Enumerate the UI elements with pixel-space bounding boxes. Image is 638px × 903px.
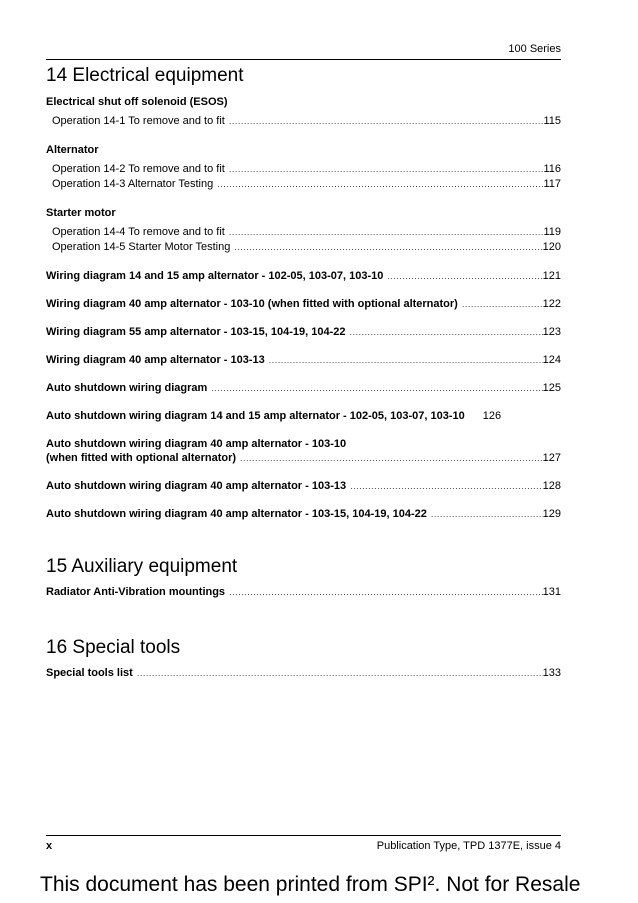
toc-entry[interactable] — [46, 381, 561, 395]
toc-entry[interactable] — [46, 225, 561, 240]
entry-label: Auto shutdown wiring diagram 40 amp alternator - 103-13 — [46, 480, 347, 492]
dot-leader — [346, 479, 543, 493]
entry-label: Wiring diagram 40 amp alternator - 103-13 — [46, 354, 265, 366]
entry-label: Operation 14-4 To remove and to fit — [52, 226, 225, 238]
entry-label: Special tools list — [46, 667, 133, 679]
publication-info: Publication Type, TPD 1377E, issue 4 — [376, 840, 561, 852]
entry-page: 124 — [542, 354, 561, 366]
dot-leader — [345, 325, 542, 339]
chapter-15-title: 15 Auxiliary equipment — [46, 556, 238, 577]
section-heading-starter: Starter motor — [46, 207, 116, 219]
dot-leader — [230, 240, 542, 255]
toc-entry[interactable] — [46, 162, 561, 177]
table-of-contents — [46, 64, 561, 680]
entry-page: 133 — [542, 667, 561, 679]
entry-label: Wiring diagram 14 and 15 amp alternator - 102-05, 103-07, 103-10 — [46, 270, 384, 282]
dot-leader — [213, 177, 543, 192]
entry-label: Operation 14-1 To remove and to fit — [52, 115, 225, 127]
entry-page: 117 — [543, 178, 561, 190]
entry-label: Auto shutdown wiring diagram 14 and 15 amp alternator - 102-05, 103-07, 103-10 — [46, 410, 465, 422]
dot-leader — [225, 585, 543, 599]
dot-leader — [225, 114, 544, 129]
entry-label: (when fitted with optional alternator) — [46, 452, 237, 464]
page-number: x — [46, 840, 53, 852]
toc-entry[interactable] — [46, 479, 561, 493]
dot-leader — [207, 381, 542, 395]
header-rule — [46, 59, 561, 60]
toc-entry[interactable] — [46, 666, 561, 680]
entry-label: Operation 14-5 Starter Motor Testing — [52, 241, 231, 253]
toc-entry[interactable] — [46, 585, 561, 599]
entry-label: Auto shutdown wiring diagram — [46, 382, 208, 394]
toc-entry[interactable] — [46, 325, 561, 339]
toc-entry[interactable] — [46, 297, 561, 311]
entry-page: 127 — [542, 452, 561, 464]
series-label: 100 Series — [508, 43, 561, 55]
entry-label: Radiator Anti-Vibration mountings — [46, 586, 226, 598]
entry-page: 115 — [543, 115, 561, 127]
section-heading-alternator: Alternator — [46, 144, 99, 156]
dot-leader — [236, 451, 543, 465]
entry-page: 116 — [543, 163, 561, 175]
entry-page: 125 — [542, 382, 561, 394]
entry-label: Wiring diagram 55 amp alternator - 103-15, 104-19, 104-22 — [46, 326, 346, 338]
dot-leader — [383, 269, 542, 283]
entry-label-line1: Auto shutdown wiring diagram 40 amp alternator - 103-10 — [46, 438, 347, 450]
entry-page: 122 — [542, 298, 561, 310]
entry-page: 126 — [482, 410, 502, 422]
dot-leader — [427, 507, 543, 521]
dot-leader — [225, 225, 544, 240]
toc-entry[interactable] — [46, 240, 561, 255]
chapter-16-title: 16 Special tools — [46, 637, 181, 658]
footer-rule — [46, 835, 561, 836]
entry-page: 120 — [542, 241, 561, 253]
toc-entry[interactable] — [46, 177, 561, 192]
toc-entry-two-line[interactable] — [46, 437, 561, 465]
toc-entry[interactable] — [46, 269, 561, 283]
entry-page: 123 — [542, 326, 561, 338]
dot-leader — [225, 162, 544, 177]
entry-label: Wiring diagram 40 amp alternator - 103-10 (when fitted with optional alternator) — [46, 298, 458, 310]
section-heading-esos: Electrical shut off solenoid (ESOS) — [46, 96, 228, 108]
entry-label: Auto shutdown wiring diagram 40 amp alternator - 103-15, 104-19, 104-22 — [46, 508, 427, 520]
dot-leader — [133, 666, 543, 680]
entry-page: 119 — [543, 226, 561, 238]
toc-entry[interactable] — [46, 409, 561, 423]
entry-page: 128 — [542, 480, 561, 492]
toc-entry[interactable] — [46, 353, 561, 367]
resale-notice: This document has been printed from SPI². Not for Resale — [40, 873, 581, 896]
entry-page: 129 — [542, 508, 561, 520]
entry-page: 121 — [542, 270, 561, 282]
toc-entry[interactable] — [46, 507, 561, 521]
entry-page: 131 — [542, 586, 561, 598]
chapter-14-title: 14 Electrical equipment — [46, 65, 244, 86]
entry-label: Operation 14-3 Alternator Testing — [52, 178, 214, 190]
dot-leader — [458, 297, 543, 311]
dot-leader — [265, 353, 543, 367]
toc-entry[interactable] — [46, 114, 561, 129]
entry-label: Operation 14-2 To remove and to fit — [52, 163, 225, 175]
